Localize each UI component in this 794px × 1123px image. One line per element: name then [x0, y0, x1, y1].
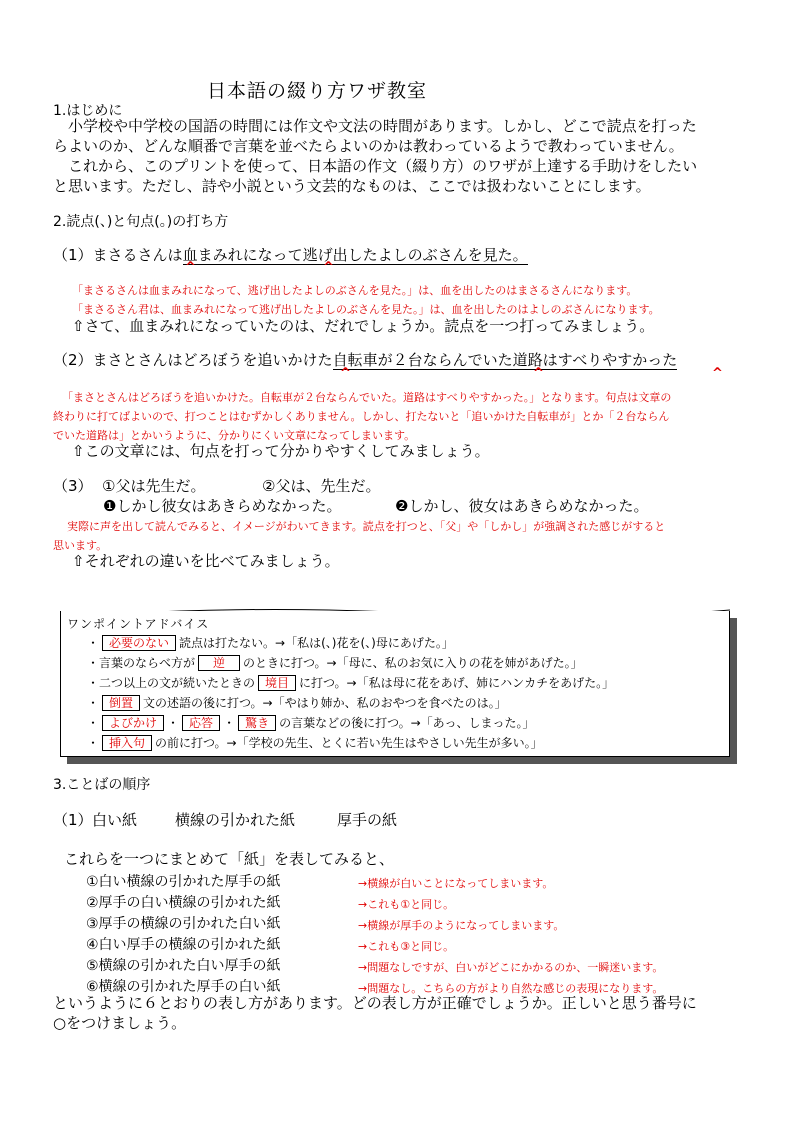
- order-option: ⑤横線の引かれた白い厚手の紙: [86, 958, 281, 974]
- advice-row-text: のときに打つ。→「母に、私のお気に入りの花を姉があげた。」: [243, 656, 583, 670]
- advice-keyword-box: 逆: [198, 655, 240, 671]
- advice-keyword-box: 挿入句: [102, 735, 152, 751]
- example-number: （1）: [53, 246, 93, 264]
- section-3-example-number: （1）: [53, 811, 93, 829]
- caret-mark-icon: ^: [340, 366, 351, 381]
- advice-row-prefix: ・二つ以上の文が続いたときの: [87, 676, 256, 690]
- example-2-2-note: でいた道路は」とかいうように、分かりにくい文章になってしまいます。: [53, 429, 416, 442]
- section-3-word: 厚手の紙: [337, 811, 398, 829]
- advice-box: [60, 611, 730, 757]
- advice-row-text: に打つ。→「私は母に花をあげ、姉にハンカチをあげた。」: [299, 676, 615, 690]
- example-2-1-note: 「まさるさんは血まみれになって、逃げ出したよしのぶさんを見た。」は、血を出したのはまさるさんになります。: [72, 284, 638, 297]
- advice-keyword-box: 驚き: [238, 715, 276, 731]
- section-3-word: 白い紙: [92, 811, 138, 829]
- example-2-1-task: ⇧さて、血まみれになっていたのは、だれでしょうか。読点を一つ打ってみましょう。: [72, 317, 655, 335]
- example-2-3-task: ⇧それぞれの違いを比べてみましょう。: [72, 552, 340, 570]
- section-2-heading: 2.読点(、)と句点(。)の打ち方: [53, 214, 229, 230]
- example-2-3-sentence: ❷しかし、彼女はあきらめなかった。: [395, 497, 649, 515]
- order-option-note: →問題なしですが、白いがどこにかかるのか、一瞬迷います。: [358, 961, 664, 974]
- caret-mark-icon: ^: [323, 260, 334, 275]
- advice-keyword-box: 倒置: [102, 695, 140, 711]
- advice-row: [87, 674, 614, 691]
- advice-row-prefix: ・: [87, 716, 100, 730]
- order-option-note: →横線が白いことになってしまいます。: [358, 877, 554, 890]
- advice-row: [87, 694, 507, 711]
- sentence-part-underlined: 自転車が２台ならんでいた: [332, 351, 513, 369]
- advice-keyword-box: 応答: [182, 715, 220, 731]
- advice-keyword-box: 境目: [258, 675, 296, 691]
- caret-mark-icon: ^: [533, 366, 544, 381]
- example-2-3-sentence: ②父は、先生だ。: [262, 477, 381, 495]
- sentence-part-underlined: 逃げ出したよしのぶさんを見た。: [302, 246, 528, 264]
- sentence-part-underlined: 血まみれになって: [182, 246, 303, 264]
- advice-row: [87, 634, 454, 651]
- advice-row-text: の前に打つ。→「学校の先生、とくに若い先生はやさしい先生が多い。」: [155, 736, 543, 750]
- section-1-text: [53, 116, 697, 196]
- advice-row-prefix: ・: [87, 736, 100, 750]
- order-option: ④白い厚手の横線の引かれた紙: [86, 937, 281, 953]
- order-option: ②厚手の白い横線の引かれた紙: [86, 895, 281, 911]
- example-2-2-note: 終わりに打てばよいので、打つことはむずかしくありません。しかし、打たないと「追いかけた自転車が」とか「２台ならん: [53, 410, 670, 423]
- advice-separator: ・: [223, 716, 236, 730]
- order-option-note: →これも③と同じ。: [358, 940, 455, 953]
- section-1-line: と思います。ただし、詩や小説という文芸的なものは、ここでは扱わないことにします。: [53, 177, 651, 195]
- order-option-note: →これも①と同じ。: [358, 898, 455, 911]
- advice-row-text: の言葉などの後に打つ。→「あっ、しまった。」: [279, 716, 535, 730]
- order-option: ①白い横線の引かれた厚手の紙: [86, 874, 281, 890]
- section-3-closing: [53, 993, 697, 1033]
- section-1-line: これから、このプリントを使って、日本語の作文（綴り方）のワザが上達する手助けをしたい: [53, 157, 698, 175]
- advice-row-prefix: ・: [87, 636, 100, 650]
- advice-row-text: 文の述語の後に打つ。→「やはり姉か、私のおやつを食べたのは。」: [143, 696, 507, 710]
- advice-row: [87, 654, 583, 671]
- section-1-line: 小学校や中学校の国語の時間には作文や文法の時間があります。しかし、どこで読点を打った: [53, 117, 697, 135]
- sentence-part-underlined: 道路はすべりやすかった: [512, 351, 678, 369]
- caret-mark-icon: ^: [712, 366, 723, 381]
- section-3-heading: 3.ことばの順序: [53, 777, 151, 793]
- example-2-1-note: 「まさるさん君は、血まみれになって逃げ出したよしのぶさんを見た。」は、血を出したのはよしのぶさんになります。: [72, 303, 660, 316]
- advice-row-prefix: ・言葉のならべ方が: [87, 656, 196, 670]
- advice-row-text: 読点は打たない。→「私は(、)花を(、)母にあげた。」: [179, 636, 454, 650]
- example-number: （2）: [53, 351, 93, 369]
- caret-mark-icon: ^: [185, 260, 196, 275]
- example-2-2-sentence: [53, 350, 677, 370]
- example-2-3-sentence: ❶しかし彼女はあきらめなかった。: [103, 497, 342, 515]
- order-option-note: →横線が厚手のようになってしまいます。: [358, 919, 565, 932]
- section-1-heading: 1.はじめに: [53, 103, 123, 119]
- example-2-2-task: ⇧この文章には、句点を打って分かりやすくしてみましょう。: [72, 442, 490, 460]
- advice-title: ワンポイントアドバイス: [67, 617, 210, 631]
- order-option: ③厚手の横線の引かれた白い紙: [86, 916, 281, 932]
- section-1-line: らよいのか、どんな順番で言葉を並べたらよいのかは教わっているようで教わっていません。: [53, 137, 684, 155]
- sentence-part: まさるさんは: [92, 246, 183, 264]
- section-3-intro: これらを一つにまとめて「紙」を表してみると、: [64, 850, 395, 868]
- example-2-3-number: （3）: [53, 477, 93, 495]
- order-option-note: →問題なし。こちらの方がより自然な感じの表現になります。: [358, 982, 664, 995]
- closing-line: というように６とおりの表し方があります。どの表し方が正確でしょうか。正しいと思う番号に: [53, 994, 697, 1012]
- example-2-3-sentence: ①父は先生だ。: [102, 477, 206, 495]
- order-option: ⑥横線の引かれた厚手の白い紙: [86, 979, 281, 995]
- example-2-1-sentence: [53, 245, 528, 265]
- example-2-2-note: 「まさとさんはどろぼうを追いかけた。自転車が２台ならんでいた。道路はすべりやすかった。」となります。句点は文章の: [62, 391, 672, 404]
- example-2-3-note: 実際に声を出して読んでみると、イメージがわいてきます。読点を打つと、「父」や「しかし」が強調された感じがすると: [67, 520, 666, 533]
- section-3-word: 横線の引かれた紙: [175, 811, 296, 829]
- advice-keyword-box: よびかけ: [102, 715, 164, 731]
- advice-row-prefix: ・: [87, 696, 100, 710]
- advice-keyword-box: 必要のない: [102, 635, 176, 651]
- example-2-3-note: 思います。: [53, 539, 108, 552]
- advice-separator: ・: [167, 716, 180, 730]
- sentence-part: まさとさんはどろぼうを追いかけた: [92, 351, 333, 369]
- advice-row: [87, 714, 535, 731]
- page-title: 日本語の綴り方ワザ教室: [207, 80, 428, 102]
- closing-line: ○をつけましょう。: [53, 1014, 187, 1032]
- advice-row: [87, 734, 543, 751]
